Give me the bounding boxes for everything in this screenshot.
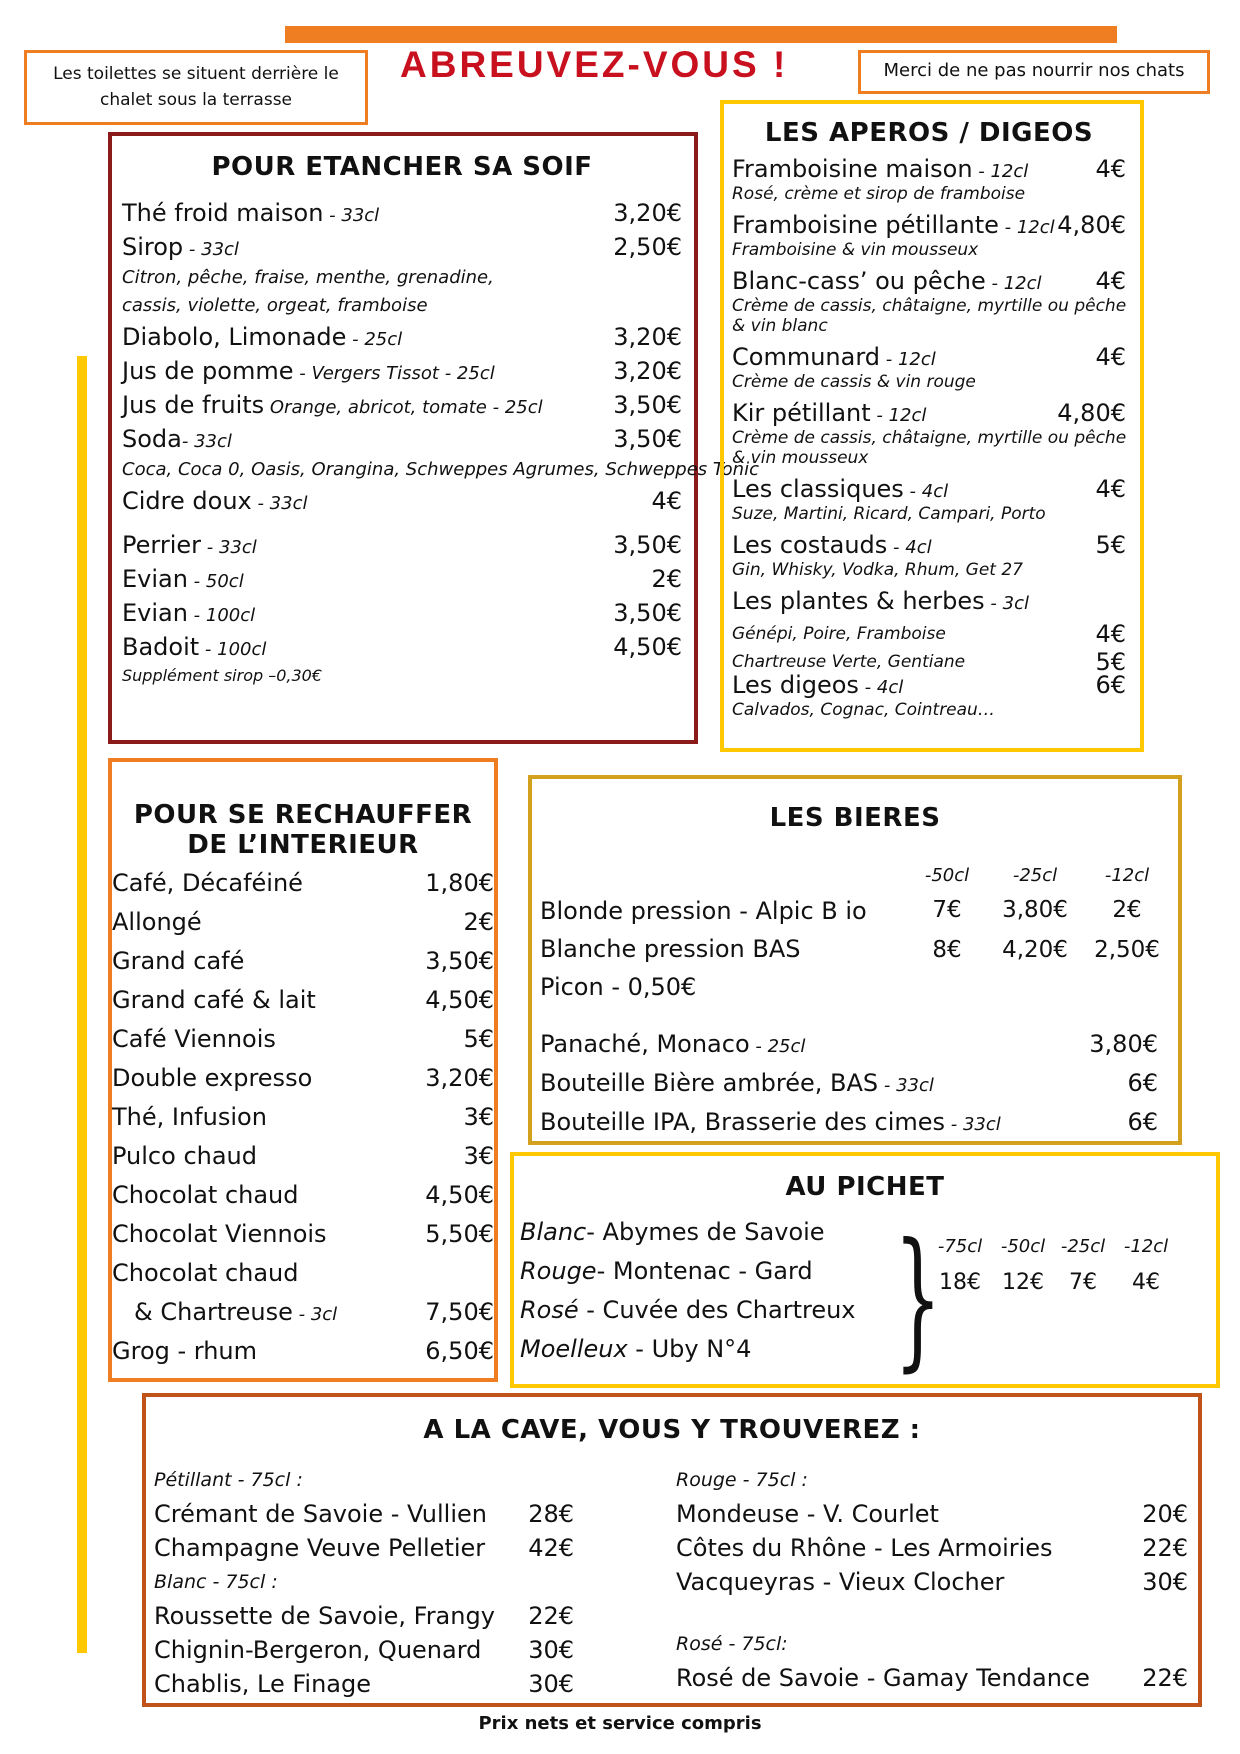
- item-name: Evian - 50cl: [122, 565, 244, 593]
- item-price: 3,20€: [613, 199, 682, 227]
- menu-item: [540, 1025, 1158, 1064]
- item-price: 3,80€: [1089, 1030, 1158, 1058]
- item-price: 4€: [1095, 620, 1126, 648]
- item-name: Sirop - 33cl: [122, 233, 239, 261]
- wine-name: Champagne Veuve Pelletier: [154, 1534, 486, 1562]
- item-name: Perrier - 33cl: [122, 531, 257, 559]
- menu-item: [112, 1215, 494, 1254]
- item-name: Jus de pomme - Vergers Tissot - 25cl: [122, 357, 495, 385]
- menu-item: [154, 1599, 574, 1633]
- size-header: -75cl: [937, 1236, 983, 1257]
- item-name: Chocolat chaud: [112, 1181, 299, 1209]
- left-accent-bar: [77, 356, 87, 1653]
- wine-name: Rosé de Savoie - Gamay Tendance: [676, 1664, 1090, 1692]
- footer-note: Prix nets et service compris: [478, 1713, 762, 1734]
- cats-note: Merci de ne pas nourrir nos chats: [858, 50, 1210, 94]
- wine-price: 30€: [1142, 1568, 1188, 1596]
- menu-item: [122, 354, 682, 388]
- item-description: & vin blanc: [732, 316, 828, 336]
- menu-item: [112, 864, 494, 903]
- wine-price: 30€: [528, 1636, 574, 1664]
- wine-price: 20€: [1142, 1500, 1188, 1528]
- menu-item: [112, 942, 494, 981]
- menu-item: [122, 596, 682, 630]
- item-description: Crème de cassis, châtaigne, myrtille ou pêche: [732, 296, 1127, 316]
- menu-item: [540, 1103, 1158, 1142]
- item-price: 3,50€: [613, 425, 682, 453]
- menu-item: [112, 1176, 494, 1215]
- menu-item: [732, 398, 1126, 428]
- item-price: 4€: [1095, 267, 1126, 295]
- menu-item: [676, 1565, 1188, 1599]
- pichet-wine: Blanc- Abymes de Savoie: [520, 1218, 825, 1246]
- beer-price: 2€: [1112, 897, 1142, 923]
- item-name: Blanc-cass’ ou pêche - 12cl: [732, 267, 1042, 295]
- wine-price: 22€: [528, 1602, 574, 1630]
- menu-item: [122, 388, 682, 422]
- item-description: Crème de cassis & vin rouge: [732, 372, 976, 392]
- item-price: 6€: [1127, 1069, 1158, 1097]
- menu-item: [122, 422, 682, 456]
- item-description: Coca, Coca 0, Oasis, Orangina, Schweppes Agrumes, Schweppes Tonic: [122, 459, 759, 480]
- cave-category: Pétillant - 75cl :: [154, 1469, 303, 1491]
- pichet-wine: Rouge- Montenac - Gard: [520, 1257, 813, 1285]
- menu-item: [112, 1020, 494, 1059]
- item-name: Cidre doux - 33cl: [122, 487, 308, 515]
- rechauffer-title-1: POUR SE RECHAUFFER: [133, 800, 473, 830]
- menu-item: [122, 630, 682, 664]
- item-price: 3,20€: [425, 1064, 494, 1092]
- item-price: 4€: [1095, 343, 1126, 371]
- wine-price: 22€: [1142, 1664, 1188, 1692]
- item-price: 3,20€: [613, 323, 682, 351]
- aperos-list: [732, 154, 1126, 720]
- item-description: Chartreuse Verte, Gentiane: [732, 652, 966, 672]
- item-price: 4€: [1095, 475, 1126, 503]
- item-price: 2,50€: [613, 233, 682, 261]
- menu-item: [122, 528, 682, 562]
- item-name: Grand café: [112, 947, 245, 975]
- soif-list: [122, 196, 759, 664]
- beer-price: 7€: [932, 897, 962, 923]
- item-name: Chocolat chaud: [112, 1259, 299, 1287]
- cave-title: A LA CAVE, VOUS Y TROUVEREZ :: [423, 1415, 921, 1445]
- item-price: 3€: [463, 1103, 494, 1131]
- cave-category: Rouge - 75cl :: [676, 1469, 808, 1491]
- wine-name: Roussette de Savoie, Frangy: [154, 1602, 495, 1630]
- menu-item: [112, 1137, 494, 1176]
- cave-column: [154, 1463, 574, 1701]
- item-price: 6€: [1127, 1108, 1158, 1136]
- item-name: Les costauds - 4cl: [732, 531, 932, 559]
- beer-name: Blonde pression - Alpic B io: [540, 897, 867, 925]
- menu-item: [154, 1633, 574, 1667]
- item-name: Framboisine pétillante - 12cl: [732, 211, 1055, 239]
- wine-name: Vacqueyras - Vieux Clocher: [676, 1568, 1005, 1596]
- item-description: Citron, pêche, fraise, menthe, grenadine,: [122, 267, 494, 288]
- item-price: 4€: [1095, 155, 1126, 183]
- item-name: Soda- 33cl: [122, 425, 232, 453]
- item-price: 5,50€: [425, 1220, 494, 1248]
- item-price: 3€: [463, 1142, 494, 1170]
- menu-item: [122, 196, 682, 230]
- item-price: 5€: [1095, 531, 1126, 559]
- item-description: cassis, violette, orgeat, framboise: [122, 295, 428, 316]
- rechauffer-section: [108, 758, 498, 1382]
- page-title: ABREUVEZ-VOUS !: [400, 44, 789, 85]
- item-description: Génépi, Poire, Framboise: [732, 624, 946, 644]
- item-description: Calvados, Cognac, Cointreau…: [732, 700, 995, 720]
- item-name: Diabolo, Limonade - 25cl: [122, 323, 403, 351]
- menu-item: [732, 620, 1126, 648]
- item-name: Thé froid maison - 33cl: [122, 199, 380, 227]
- menu-item: & Chartreuse - 3cl 7,50€: [134, 1298, 494, 1326]
- item-price: 6€: [1095, 671, 1126, 699]
- item-price: 3,50€: [425, 947, 494, 975]
- menu-item: [732, 670, 1126, 700]
- item-name: Evian - 100cl: [122, 599, 256, 627]
- wine-name: Crémant de Savoie - Vullien: [154, 1500, 487, 1528]
- wine-price: 42€: [528, 1534, 574, 1562]
- size-header: -50cl: [924, 865, 970, 886]
- beer-price: 4,20€: [1002, 937, 1068, 963]
- menu-item: [154, 1667, 574, 1701]
- beer-price: 8€: [932, 937, 962, 963]
- item-price: 3,50€: [613, 599, 682, 627]
- rechauffer-title-2: DE L’INTERIEUR: [187, 830, 419, 860]
- item-name: Les plantes & herbes - 3cl: [732, 587, 1029, 615]
- wine-name: Chablis, Le Finage: [154, 1670, 371, 1698]
- beer-name: Blanche pression BAS: [540, 935, 801, 963]
- item-description: Framboisine & vin mousseux: [732, 240, 979, 260]
- item-description: Gin, Whisky, Vodka, Rhum, Get 27: [732, 560, 1023, 580]
- toilets-note: Les toilettes se situent derrière le chalet sous la terrasse: [24, 50, 368, 125]
- item-description: Crème de cassis, châtaigne, myrtille ou pêche: [732, 428, 1127, 448]
- menu-item: [540, 1064, 1158, 1103]
- menu-item: [112, 981, 494, 1020]
- cave-category: Rosé - 75cl:: [676, 1633, 788, 1655]
- item-price: 2€: [651, 565, 682, 593]
- size-header: -50cl: [1000, 1236, 1046, 1257]
- menu-item: Grog - rhum 6,50€: [112, 1337, 494, 1365]
- item-price: 3,50€: [613, 531, 682, 559]
- item-price: 4,50€: [425, 986, 494, 1014]
- item-name: Café, Décaféiné: [112, 869, 303, 897]
- item-name: Thé, Infusion: [112, 1103, 267, 1131]
- item-price: 5€: [1095, 648, 1126, 676]
- menu-item: [122, 562, 682, 596]
- item-name: Communard - 12cl: [732, 343, 936, 371]
- item-name: Café Viennois: [112, 1025, 276, 1053]
- menu-item: [732, 154, 1126, 184]
- cave-section: [142, 1393, 1202, 1707]
- size-header: -25cl: [1012, 865, 1058, 886]
- cave-column: [676, 1463, 1188, 1695]
- menu-item: [732, 586, 1126, 616]
- menu-item: [732, 342, 1126, 372]
- brace-icon: }: [894, 1212, 942, 1386]
- wine-price: 30€: [528, 1670, 574, 1698]
- picon-item: Picon - 0,50€: [540, 973, 697, 1001]
- pichet-section: [510, 1152, 1220, 1388]
- menu-item: [112, 1059, 494, 1098]
- menu-item: [112, 1098, 494, 1137]
- item-price: 4,80€: [1057, 211, 1126, 239]
- item-price: 3,20€: [613, 357, 682, 385]
- menu-item: [122, 320, 682, 354]
- item-price: 4,50€: [425, 1181, 494, 1209]
- sirop-supplement: Supplément sirop –0,30€: [122, 666, 323, 685]
- item-name: Grand café & lait: [112, 986, 316, 1014]
- item-name: Panaché, Monaco - 25cl: [540, 1030, 806, 1058]
- beer-price: 2,50€: [1094, 937, 1160, 963]
- item-price: 4€: [651, 487, 682, 515]
- size-header: -12cl: [1123, 1236, 1169, 1257]
- item-name: Jus de fruits Orange, abricot, tomate - 25cl: [122, 391, 543, 419]
- menu-item: [676, 1531, 1188, 1565]
- bieres-section: [528, 775, 1182, 1145]
- menu-item: [154, 1497, 574, 1531]
- pichet-price: 4€: [1132, 1270, 1160, 1295]
- soif-title: POUR ETANCHER SA SOIF: [211, 152, 593, 182]
- pichet-wine: Rosé - Cuvée des Chartreux: [520, 1296, 856, 1324]
- item-description: & vin mousseux: [732, 448, 869, 468]
- size-header: -25cl: [1060, 1236, 1106, 1257]
- menu-item: [732, 474, 1126, 504]
- item-name: Bouteille Bière ambrée, BAS - 33cl: [540, 1069, 934, 1097]
- item-name: Framboisine maison - 12cl: [732, 155, 1029, 183]
- cave-category: Blanc - 75cl :: [154, 1571, 278, 1593]
- wine-price: 22€: [1142, 1534, 1188, 1562]
- bieres-title: LES BIERES: [769, 803, 941, 833]
- menu-item: [732, 210, 1126, 240]
- item-name: Pulco chaud: [112, 1142, 257, 1170]
- pichet-wine: Moelleux - Uby N°4: [520, 1335, 752, 1363]
- item-description: Suze, Martini, Ricard, Campari, Porto: [732, 504, 1046, 524]
- wine-name: Mondeuse - V. Courlet: [676, 1500, 939, 1528]
- size-header: -12cl: [1104, 865, 1150, 886]
- wine-name: Côtes du Rhône - Les Armoiries: [676, 1534, 1053, 1562]
- item-price: 3,50€: [613, 391, 682, 419]
- item-name: Chocolat Viennois: [112, 1220, 327, 1248]
- menu-item: [122, 484, 682, 518]
- menu-item: [112, 1254, 494, 1293]
- beer-price: 3,80€: [1002, 897, 1068, 923]
- item-description: Rosé, crème et sirop de framboise: [732, 184, 1026, 204]
- menu-item: [732, 266, 1126, 296]
- item-price: 2€: [463, 908, 494, 936]
- wine-name: Chignin-Bergeron, Quenard: [154, 1636, 482, 1664]
- pichet-price: 12€: [1002, 1270, 1044, 1295]
- menu-item: [676, 1497, 1188, 1531]
- rechauffer-list: [112, 864, 494, 1293]
- aperos-title: LES APEROS / DIGEOS: [764, 118, 1094, 148]
- menu-item: [122, 230, 682, 264]
- item-name: Les digeos - 4cl: [732, 671, 904, 699]
- item-price: 4,80€: [1057, 399, 1126, 427]
- item-name: Les classiques - 4cl: [732, 475, 949, 503]
- pichet-price: 18€: [939, 1270, 981, 1295]
- item-name: Bouteille IPA, Brasserie des cimes - 33cl: [540, 1108, 1001, 1136]
- aperos-section: [720, 100, 1144, 752]
- item-price: 4,50€: [613, 633, 682, 661]
- item-name: Badoit - 100cl: [122, 633, 267, 661]
- top-accent-bar: [285, 26, 1117, 43]
- item-name: Allongé: [112, 908, 202, 936]
- menu-item: [732, 530, 1126, 560]
- item-price: 5€: [463, 1025, 494, 1053]
- menu-item: [112, 903, 494, 942]
- item-price: 1,80€: [425, 869, 494, 897]
- item-name: Double expresso: [112, 1064, 313, 1092]
- wine-price: 28€: [528, 1500, 574, 1528]
- pichet-price: 7€: [1069, 1270, 1097, 1295]
- menu-item: [676, 1661, 1188, 1695]
- beer-bottles: [540, 1025, 1158, 1142]
- soif-section: [108, 132, 759, 744]
- pichet-title: AU PICHET: [785, 1172, 945, 1202]
- item-name: Kir pétillant - 12cl: [732, 399, 927, 427]
- menu-item: [154, 1531, 574, 1565]
